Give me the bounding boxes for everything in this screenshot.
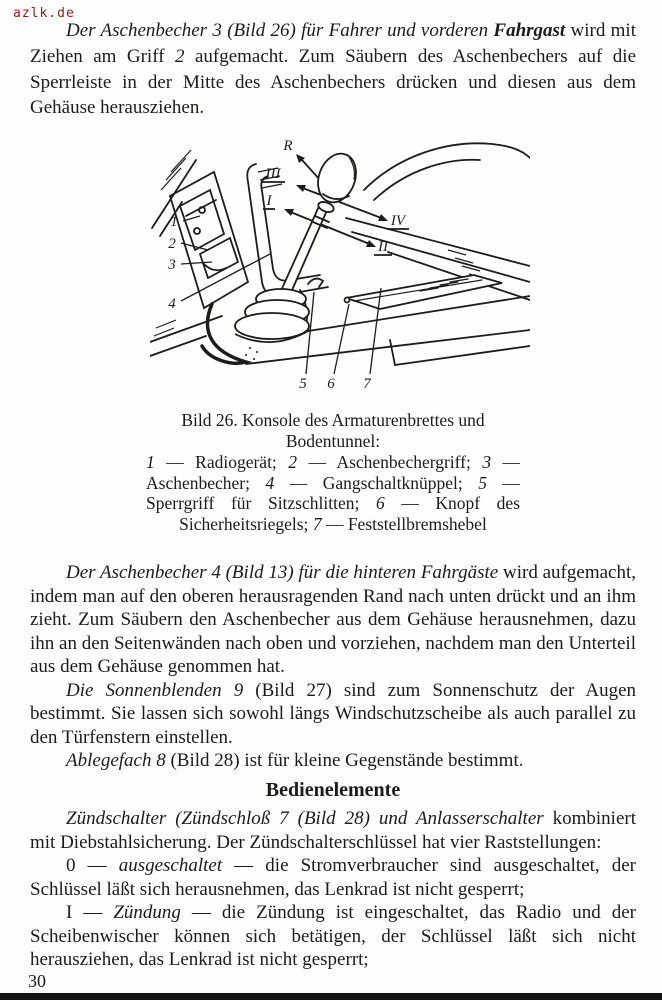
text-segment: I —: [66, 902, 114, 923]
paragraph-storage: [30, 749, 636, 773]
legend-item: 2 — Aschenbechergriff;: [288, 452, 483, 472]
watermark: azlk.de: [13, 6, 75, 21]
paragraph-ashtray-rear: [30, 561, 636, 679]
paragraph-position-0: [30, 854, 636, 901]
lower-text-section: [30, 561, 636, 972]
text-segment: — die Zündung ist eingeschaltet, das Radio und der Scheibenwischer können sich betätigen, der Schlüssel läßt sich nicht herausziehen, das Lenkrad ist nicht gesperrt;: [30, 902, 637, 970]
text-segment: Der Aschenbecher 4 (Bild 13) für die hinteren Fahrgäste: [66, 562, 499, 583]
text-segment: wird mit Ziehen am Griff: [30, 20, 636, 67]
text-segment: ausgeschaltet: [118, 855, 223, 876]
text-segment: 2: [175, 45, 185, 67]
legend-item: 5 — Sperrgriff für Sitzschlitten;: [146, 472, 521, 513]
text-segment: kombiniert mit Diebstahlsicherung. Der Zündschalterschlüssel hat vier Raststellungen:: [30, 808, 636, 853]
text-segment: Ablegefach 8: [66, 750, 166, 771]
callout-3: 3: [168, 257, 176, 273]
arrowhead-ii: [366, 240, 376, 247]
legend-item: 6 — Knopf des Sicherheitsriegels;: [179, 493, 521, 534]
text-segment: — die Stromverbraucher sind ausgeschaltet, der Schlüssel läßt sich herausnehmen, das Lenkrad ist nicht gesperrt;: [30, 855, 637, 900]
text-segment: Zündschalter (Zündschloß 7 (Bild 28) und Anlasserschalter: [66, 808, 544, 829]
callout-7: 7: [363, 376, 371, 392]
page-number: 30: [28, 971, 46, 991]
figure-bild-26: [150, 132, 530, 402]
scan-edge-bar: [0, 993, 662, 1000]
rubber-boot: [235, 289, 310, 342]
text-segment: aufgemacht. Zum Säubern des Aschenbechers auf die Sperrleiste in der Mitte des Aschenbechers drücken und diesen aus dem Gehäuse herausziehen.: [30, 45, 637, 119]
paragraph-position-1: [30, 901, 636, 972]
text-segment: Der Aschenbecher 3 (Bild 26) für Fahrer und vorderen: [66, 20, 494, 41]
gearshift-lever: [280, 148, 362, 297]
figure-caption: [146, 410, 520, 534]
text-segment: wird aufgemacht, indem man auf den oberen herausragenden Rand nach unten drückt und an ihm zieht. Zum Säubern den Aschenbecher aus dem Gehäuse herausnehmen, dazu ihn an den Seitenwänden nach oben und vorziehen, nachdem man den Unterteil aus dem Gehäuse genommen hat.: [30, 562, 636, 677]
legend-item: 1 — Radiogerät;: [146, 452, 289, 472]
caption-title: Bild 26. Konsole des Armaturenbrettes und Bodentunnel:: [181, 410, 485, 451]
legend-item: 4 — Gangschaltknüppel;: [265, 472, 479, 493]
gear-label-r: R: [283, 138, 293, 154]
callout-2: 2: [168, 236, 176, 252]
section-heading: Bedienelemente: [265, 778, 401, 801]
gear-label-iii: III: [265, 166, 281, 182]
text-segment: Fahrgast: [493, 20, 566, 41]
text-segment: Die Sonnenblenden 9: [66, 679, 244, 701]
text-segment: Zündung: [113, 902, 181, 923]
gear-label-i: I: [266, 193, 272, 209]
legend-item: 7 — Feststellbremshebel: [312, 513, 487, 534]
interior-background: [346, 143, 530, 300]
text-segment: (Bild 27) sind zum Sonnenschutz der Augen bestimmt. Sie lassen sich sowohl längs Windschutzscheibe als auch parallel zu den Türfenstern einstellen.: [30, 679, 636, 748]
legend-item: 3 — Aschenbecher;: [146, 452, 521, 493]
gear-label-ii: II: [378, 239, 388, 255]
arrowhead-iii: [296, 185, 306, 192]
console-illustration: [150, 132, 530, 402]
paragraph-sun-visors: [30, 679, 636, 750]
callout-4: 4: [168, 296, 176, 312]
callout-6: 6: [327, 376, 335, 392]
caption-legend: [146, 452, 520, 534]
paragraph-ashtray-front: [30, 18, 636, 121]
radio-panel: [170, 172, 248, 308]
callout-5: 5: [299, 376, 307, 392]
text-segment: (Bild 28) ist für kleine Gegenstände bestimmt.: [165, 750, 524, 771]
seat-lock-handle: [308, 279, 323, 287]
paragraph-text: [30, 18, 636, 121]
text-segment: 0 —: [66, 855, 119, 876]
gear-label-iv: IV: [390, 213, 406, 229]
paragraph-ignition-switch: [30, 807, 636, 854]
safety-catch-button: [345, 298, 350, 303]
callout-1: 1: [170, 214, 178, 230]
handbrake-lever: [308, 275, 502, 309]
arrowhead-iv: [378, 214, 388, 221]
ashtray-handle: [204, 264, 226, 270]
arrowhead-i: [284, 209, 294, 216]
